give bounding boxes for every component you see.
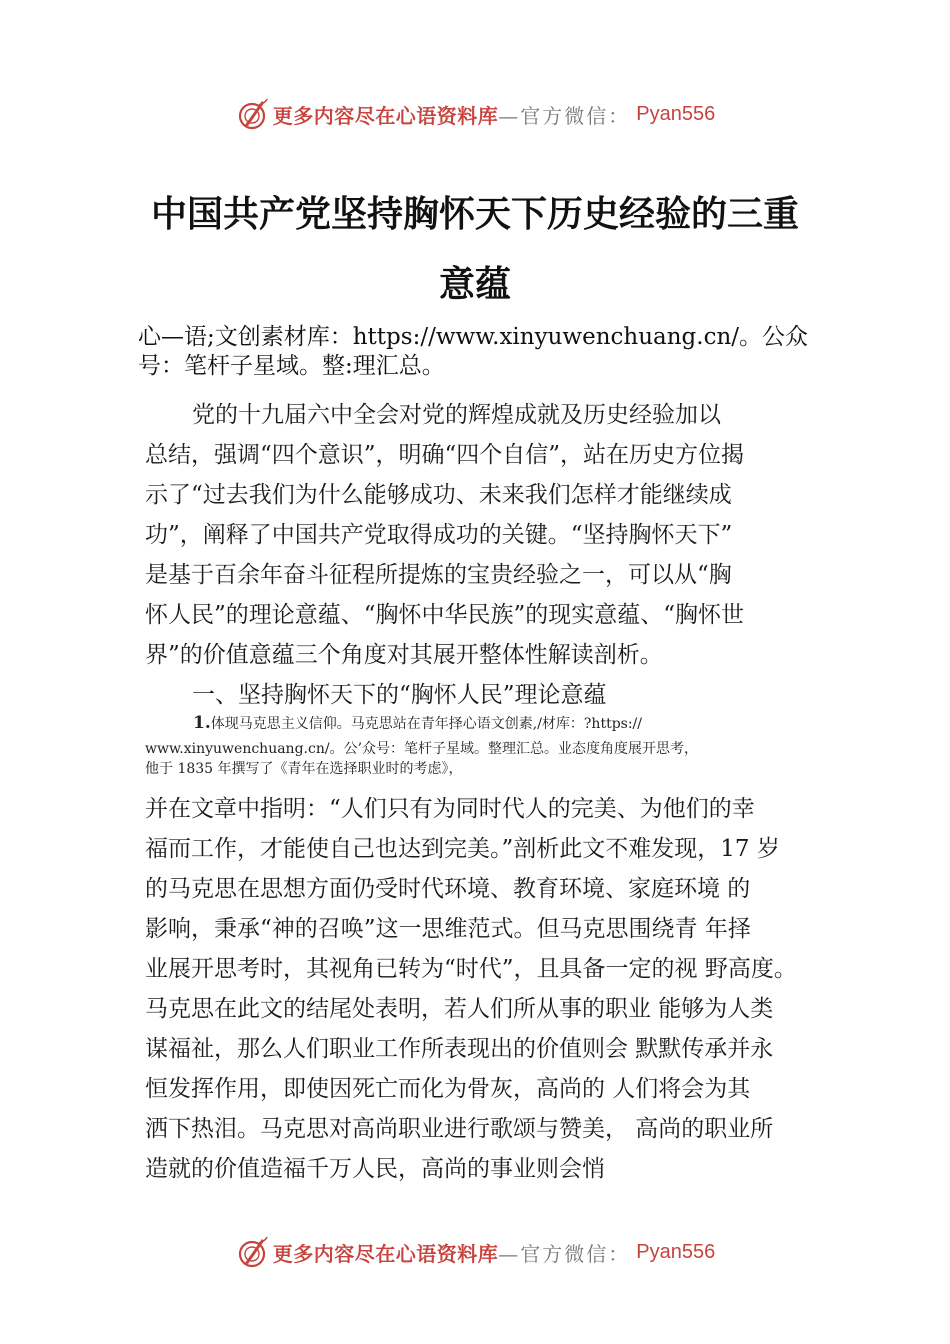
para1-line: 怀人民”的理论意蕴、“胸怀中华民族”的现实意蕴、“胸怀世 bbox=[145, 602, 745, 628]
para2-line: 洒下热泪。马克思对高尚职业进行歌颂与赞美， 高尚的职业所 bbox=[145, 1116, 774, 1142]
footer-banner bbox=[0, 1232, 950, 1272]
para2-line: 谋福祉，那么人们职业工作所表现出的价值则会 默默传承并永 bbox=[145, 1036, 774, 1062]
para1-line: 示了“过去我们为什么能够成功、未来我们怎样才能继续成 bbox=[145, 482, 732, 508]
banner-gray-text: —官方微信： bbox=[498, 103, 631, 128]
para2-line: 影响，秉承“神的召唤”这一思维范式。但马克思围绕青 年择 bbox=[145, 916, 751, 942]
banner-gray-text: —官方微信： bbox=[498, 1241, 631, 1266]
banner-red-text: 更多内容尽在心语资料库 bbox=[272, 103, 499, 128]
para1-line: 是基于百余年奋斗征程所提炼的宝贵经验之一，可以从“胸 bbox=[145, 562, 732, 588]
small-text-line-1 bbox=[193, 713, 642, 733]
source-line-1: 心—语;文创素材库：https://www.xinyuwenchuang.cn/。公众 bbox=[138, 324, 809, 350]
para1-line: 功”，阐释了中国共产党取得成功的关键。“坚持胸怀天下” bbox=[145, 522, 733, 548]
source-line-2: 号：笔杆子星域。整:理汇总。 bbox=[138, 353, 445, 379]
list-number: 1. bbox=[193, 713, 211, 733]
small-text-line-2: www.xinyuwenchuang.cn/。公’众号：笔杆子星域。整理汇总。业态度角度展开思考， bbox=[145, 741, 699, 757]
para1-line: 党的十九届六中全会对党的辉煌成就及历史经验加以 bbox=[192, 402, 721, 428]
para2-line: 业展开思考时，其视角已转为“时代”，且具备一定的视 野高度。 bbox=[145, 956, 797, 982]
small-text-line-3: 他于 1835 年撰写了《青年在选择职业时的考虑》， bbox=[145, 761, 463, 777]
para2-line: 造就的价值造福千万人民，高尚的事业则会悄 bbox=[145, 1156, 605, 1182]
para2-line: 马克思在此文的结尾处表明，若人们所从事的职业 能够为人类 bbox=[145, 996, 774, 1022]
banner-wechat-id: Pyan556 bbox=[636, 102, 716, 125]
para2-line: 福而工作，才能使自己也达到完美。”剖析此文不难发现，17 岁 bbox=[145, 836, 780, 862]
section-heading-1: 一、坚持胸怀天下的“胸怀人民”理论意蕴 bbox=[192, 682, 607, 708]
document-title-line1: 中国共产党坚持胸怀天下历史经验的三重 bbox=[150, 193, 799, 235]
para1-line: 界”的价值意蕴三个角度对其展开整体性解读剖析。 bbox=[145, 642, 663, 668]
banner-red-text: 更多内容尽在心语资料库 bbox=[272, 1241, 499, 1266]
para2-line: 并在文章中指明：“人们只有为同时代人的完美、为他们的幸 bbox=[145, 796, 755, 822]
quill-seal-icon bbox=[235, 97, 269, 131]
para2-line: 的马克思在思想方面仍受时代环境、教育环境、家庭环境 的 bbox=[145, 876, 751, 902]
header-banner bbox=[0, 94, 950, 134]
quill-seal-icon bbox=[235, 1235, 269, 1269]
para1-line: 总结，强调“四个意识”，明确“四个自信”，站在历史方位揭 bbox=[145, 442, 745, 468]
small-text-content: 体现马克思主义信仰。马克思站在青年择心语文创素,/材库：?https:// bbox=[210, 716, 642, 732]
document-title-line2: 意蕴 bbox=[438, 263, 511, 305]
banner-wechat-id: Pyan556 bbox=[636, 1240, 716, 1263]
para2-line: 恒发挥作用，即使因死亡而化为骨灰，高尚的 人们将会为其 bbox=[145, 1076, 751, 1102]
